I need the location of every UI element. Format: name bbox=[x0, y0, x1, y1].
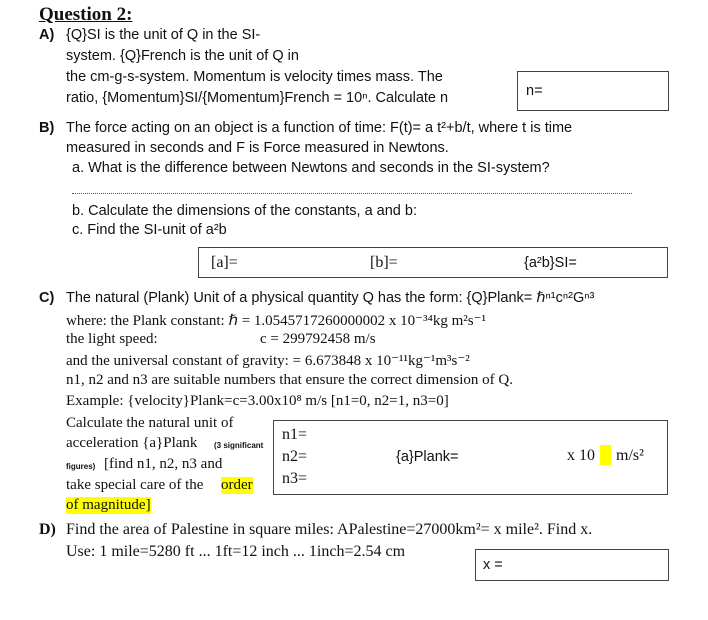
part-c-line-3a: the light speed: bbox=[66, 331, 158, 347]
part-c-line-8b: (3 significant bbox=[214, 441, 264, 450]
part-b-line-2: measured in seconds and F is Force measured in Newtons. bbox=[66, 140, 449, 156]
part-b-item-b: b. Calculate the dimensions of the constants, a and b: bbox=[72, 203, 417, 219]
x-answer-box[interactable] bbox=[475, 549, 669, 581]
answer-dotted-line[interactable] bbox=[72, 193, 632, 194]
part-c-line-7: Calculate the natural unit of bbox=[66, 415, 234, 431]
part-c-line-4: and the universal constant of gravity: = 6.673848 x 10⁻¹¹kg⁻¹m³s⁻² bbox=[66, 353, 470, 369]
part-c-line-9b: [find n1, n2, n3 and bbox=[104, 456, 223, 472]
part-a-label: A) bbox=[39, 27, 55, 43]
part-c-line-3b: c = 299792458 m/s bbox=[260, 331, 376, 347]
part-c-line-8a: acceleration {a}Plank bbox=[66, 435, 198, 451]
part-c-label: C) bbox=[39, 290, 55, 306]
part-d-line-2: Use: 1 mile=5280 ft ... 1ft=12 inch ... 1inch=2.54 cm bbox=[66, 543, 406, 560]
part-b-label: B) bbox=[39, 120, 55, 136]
x-answer-label: x = bbox=[483, 557, 503, 573]
part-b-item-c: c. Find the SI-unit of a²b bbox=[72, 222, 227, 238]
part-d-label: D) bbox=[39, 521, 56, 538]
a-dimension-label: [a]= bbox=[211, 254, 238, 271]
part-c-line-6: Example: {velocity}Plank=c=3.00x10⁸ m/s [n1=0, n2=1, n3=0] bbox=[66, 393, 449, 409]
a2b-unit-label: {a²b}SI= bbox=[524, 255, 577, 271]
part-a-line-3: the cm-g-s-system. Momentum is velocity times mass. The bbox=[66, 69, 443, 85]
highlight-order: order bbox=[221, 477, 253, 493]
part-c-line-5: n1, n2 and n3 are suitable numbers that ensure the correct dimension of Q. bbox=[66, 372, 513, 388]
acceleration-answer-box[interactable] bbox=[273, 420, 668, 495]
part-a-line-1: {Q}SI is the unit of Q in the SI- bbox=[66, 27, 261, 43]
part-d-line-1: Find the area of Palestine in square miles: APalestine=27000km²= x mile². Find x. bbox=[66, 521, 593, 538]
n2-label: n2= bbox=[282, 448, 308, 465]
question-title: Question 2: bbox=[39, 4, 133, 25]
unit-label: m/s² bbox=[616, 447, 644, 464]
part-b-item-a: a. What is the difference between Newtons and seconds in the SI-system? bbox=[72, 160, 550, 176]
b-dimension-label: [b]= bbox=[370, 254, 398, 271]
exponent-highlight[interactable] bbox=[600, 445, 611, 465]
highlight-of-magnitude: of magnitude] bbox=[66, 497, 151, 513]
part-c-line-1: The natural (Plank) Unit of a physical quantity Q has the form: {Q}Plank= ℏⁿ¹cⁿ²Gⁿ³ bbox=[66, 290, 595, 306]
part-a-line-2: system. {Q}French is the unit of Q in bbox=[66, 48, 299, 64]
n-answer-label: n= bbox=[526, 83, 543, 99]
n3-label: n3= bbox=[282, 470, 308, 487]
a-plank-label: {a}Plank= bbox=[396, 449, 459, 465]
part-a-line-4: ratio, {Momentum}SI/{Momentum}French = 10ⁿ. Calculate n bbox=[66, 90, 449, 106]
n1-label: n1= bbox=[282, 426, 308, 443]
part-c-line-9a: figures) bbox=[66, 462, 96, 471]
part-c-line-2: where: the Plank constant: ℏ = 1.0545717260000002 x 10⁻³⁴kg m²s⁻¹ bbox=[66, 313, 486, 329]
n-answer-box[interactable] bbox=[517, 71, 669, 111]
part-c-line-10a: take special care of the bbox=[66, 477, 204, 493]
ab-answer-box[interactable] bbox=[198, 247, 668, 278]
part-b-line-1: The force acting on an object is a function of time: F(t)= a t²+b/t, where t is time bbox=[66, 120, 573, 136]
x10-label: x 10 bbox=[567, 447, 595, 464]
